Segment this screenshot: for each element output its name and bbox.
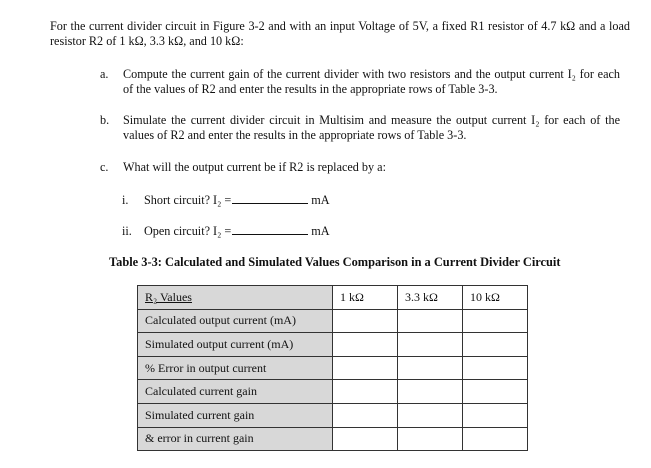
cell-3-3k[interactable] [398, 427, 463, 451]
row-label: % Error in output current [138, 356, 333, 380]
header-1k: 1 kΩ [333, 286, 398, 310]
row-label: Simulated output current (mA) [138, 333, 333, 357]
item-text: What will the output current be if R2 is replaced by a: [123, 160, 386, 174]
unit-label: mA [311, 193, 330, 207]
unit-label: mA [311, 224, 330, 238]
item-a [100, 67, 620, 97]
table-title: Table 3-3: Calculated and Simulated Values Comparison in a Current Divider Circuit [109, 255, 561, 269]
table-row [138, 309, 528, 333]
cell-1k[interactable] [333, 403, 398, 427]
cell-10k[interactable] [463, 427, 528, 451]
cell-10k[interactable] [463, 309, 528, 333]
cell-1k[interactable] [333, 427, 398, 451]
cell-3-3k[interactable] [398, 380, 463, 404]
cell-1k[interactable] [333, 380, 398, 404]
header-10k: 10 kΩ [463, 286, 528, 310]
subitem-short-circuit [122, 193, 330, 208]
cell-3-3k[interactable] [398, 309, 463, 333]
cell-10k[interactable] [463, 380, 528, 404]
cell-1k[interactable] [333, 333, 398, 357]
problem-intro: For the current divider circuit in Figure 3-2 and with an input Voltage of 5V, a fixed R1 resistor of 4.7 kΩ and a load resistor R2 of 1 kΩ, 3.3 kΩ, and 10 kΩ: [50, 19, 630, 48]
item-c [100, 160, 620, 175]
header-3-3k: 3.3 kΩ [398, 286, 463, 310]
subitem-marker: i. [122, 193, 129, 207]
header-r2-values: R₂ Values [138, 286, 333, 310]
cell-3-3k[interactable] [398, 333, 463, 357]
row-label: Calculated current gain [138, 380, 333, 404]
table-row [138, 333, 528, 357]
row-label: & error in current gain [138, 427, 333, 451]
table-row [138, 380, 528, 404]
answer-blank[interactable] [232, 224, 308, 235]
cell-10k[interactable] [463, 333, 528, 357]
subitem-text: Open circuit? I₂ = [144, 224, 232, 238]
results-table [137, 285, 528, 451]
item-marker: b. [100, 113, 110, 127]
table-row [138, 356, 528, 380]
subitem-text: Short circuit? I₂ = [144, 193, 232, 207]
subitem-open-circuit [122, 224, 330, 239]
row-label: Calculated output current (mA) [138, 309, 333, 333]
cell-1k[interactable] [333, 356, 398, 380]
table-row [138, 403, 528, 427]
item-text: Compute the current gain of the current divider with two resistors and the output current I₂ for each of the values of R2 and enter the results in the appropriate rows of Table 3-3. [123, 67, 620, 96]
item-b [100, 113, 620, 143]
cell-10k[interactable] [463, 356, 528, 380]
cell-3-3k[interactable] [398, 356, 463, 380]
table-row [138, 427, 528, 451]
item-text: Simulate the current divider circuit in Multisim and measure the output current I₂ for each of the values of R2 and enter the results in the appropriate rows of Table 3-3. [123, 113, 620, 142]
row-label: Simulated current gain [138, 403, 333, 427]
subitem-marker: ii. [122, 224, 132, 238]
cell-10k[interactable] [463, 403, 528, 427]
table-header-row [138, 286, 528, 310]
cell-1k[interactable] [333, 309, 398, 333]
item-marker: c. [100, 160, 109, 174]
item-marker: a. [100, 67, 109, 81]
answer-blank[interactable] [232, 193, 308, 204]
cell-3-3k[interactable] [398, 403, 463, 427]
